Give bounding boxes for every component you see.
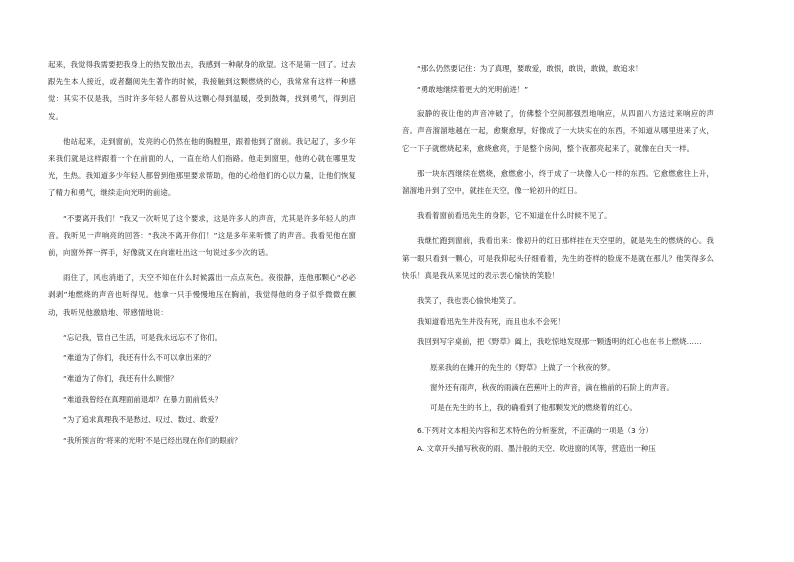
paragraph-10: 我知道看迅先生并没有死，而且也永不会死！ [417,316,565,326]
paragraph-1: 起来，我觉得我需要把我身上的热发散出去，我感到一种献身的欲望。这不是第一回了。过去跟先生本人接近，或者翻阅先生著作的时候，我接触到这颗燃烧的心，我常常有这样一种感觉：其实不仅是我，当时许多年轻人都曾从这颗心得到温暖，受到鼓舞，找到勇气，得到启发。 [48,60,356,121]
paragraph-6: 那一块东西继续在燃烧，愈燃愈小，终于成了一块像人心一样的东西。它愈燃愈往上升，溜溜地升到了空中，就挂在天空，像一轮初升的红日。 [402,168,714,195]
option-a: A. 文章开头描写秋夜的雨、墨汁般的天空、吹进窗的风等，营造出一种压 [417,444,656,454]
quote-line-8: “勇敢地继续着更大的光明前进！” [417,84,529,94]
paragraph-11: 我回到写字桌前，把《野草》阖上，我吃惊地发现那一颗透明的红心也在书上燃烧…… [417,337,702,347]
paragraph-7: 我看着窗前看迅先生的身影，它不知道在什么时候不见了。 [417,211,612,221]
quote-line-4: “难道我曾经在真理面前退却？在暴力面前低头？ [63,394,223,404]
poem-line-1: 原来我的在摊开的先生的《野草》上做了一个秋夜的梦。 [430,363,615,373]
paragraph-4: 雨住了，风也消逝了，天空不知在什么时候露出一点点灰色。夜很静，连他那颗心“必必剥剥”地燃烧的声音也听得见。他拿一只手慢慢地压在胸前，我觉得他的身子似乎微微在颤动，我听见他激励地、带感情地说： [48,273,356,317]
paragraph-9: 我笑了，我也衷心愉快地笑了。 [417,296,521,306]
paragraph-8: 我继忙跑到窗前，我看出来：像初升的红日那样挂在天空里的，就是先生的燃烧的心。我第一眼只看到一颗心，可是我仰起头仔细看着，先生的苍样的脸庞不是就在那儿？他笑得多么快乐！真是我从来见过的表示衷心愉快的笑脸！ [402,236,714,280]
left-column [48,56,356,452]
paragraph-3: “不要离开我们！”我又一次听见了这个要求，这是许多人的声音，尤其是许多年轻人的声音。我听见一声响亮的回答：“我决不离开你们！”这是多年来听惯了的声音。我看见他在窗前，向窗外挥一挥手，好像就又在向谁吐出这一句说过多少次的话。 [48,213,356,258]
quote-line-5: “为了追求真理我不是愁过、叹过、数过、敢爱？ [63,415,223,425]
right-column [402,60,714,458]
quote-line-2: “难道为了你们，我还有什么不可以拿出来的？ [63,353,215,363]
question-6: 6.下列对文本相关内容和艺术特色的分析鉴赏，不正确的一项是（3 分） [417,426,653,436]
quote-line-6: “我所预言的‘将来的光明’不是已经出现在你们的眼前？ [63,435,242,445]
paragraph-2: 他站起来，走到窗前，发亮的心仍然在他的胸膛里，跟着他到了窗前。我记起了，多少年来我们就是这样跟着一个在前面的人，一直在给人们指路。他走到窗里，他的心就在哪里发光，生热。我知道多少年轻人都曾到他那里要求帮助，他的心给他们的心以力量，让他们恢复了精力和勇气，继续走向光明的前途。 [48,136,356,198]
quote-line-3: “难道为了你们，我还有什么顾惜？ [63,374,178,384]
poem-line-3: 可是在先生的书上，我的确看到了他那颗发光的燃烧着的红心。 [430,403,637,413]
quote-line-1: “忘记我，管自己生活，可是我永远忘不了你们。 [63,332,223,342]
quote-line-7: “那么仍然要记住：为了真理，要敢爱，敢恨，敢说，敢做，敢追求！ [417,64,643,73]
paragraph-5: 寂静的夜让他的声音冲破了，仿佛整个空间都强烈地响应，从四面八方送过来响应的声音。声音溜溜地越在一起，愈聚愈厚，好像成了一大块实在的东西，不知道从哪里进来了火，它一下子就燃烧起来，愈烧愈亮，于是整个房间，整个夜都亮起来了，就像在白天一样。 [402,109,714,153]
poem-line-2: 窗外还有雨声，秋夜的雨滴在芭蕉叶上的声音，滴在檐前的石阶上的声音。 [430,383,674,393]
